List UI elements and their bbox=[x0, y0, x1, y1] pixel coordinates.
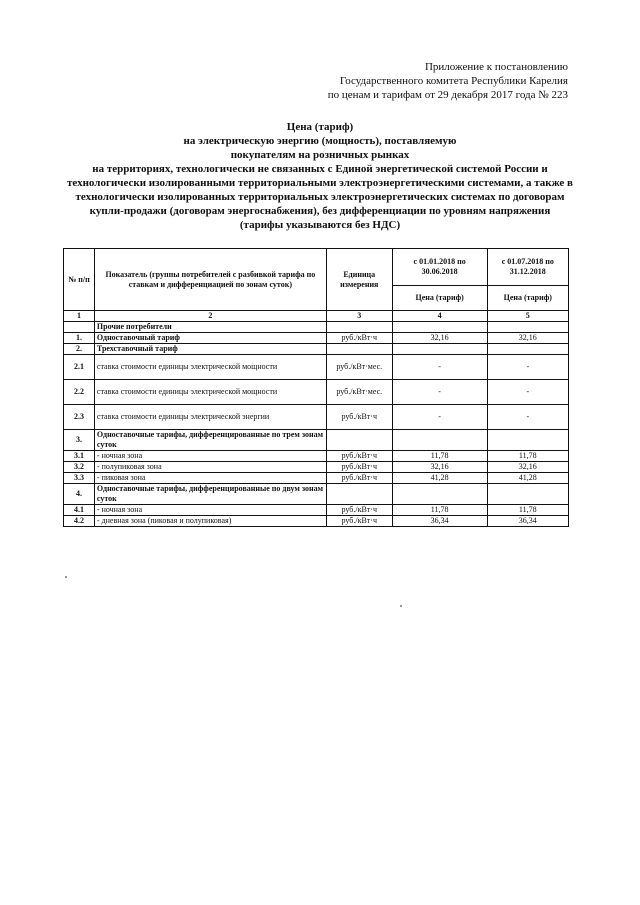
scan-speck bbox=[65, 576, 67, 578]
row-price-period1 bbox=[392, 344, 487, 355]
title-line: на территориях, технологически не связанных с Единой энергетической системой России и bbox=[92, 163, 548, 175]
row-price-period2: - bbox=[487, 380, 568, 405]
table-header-row bbox=[64, 249, 569, 286]
annex-header bbox=[268, 60, 568, 102]
column-number: 1 bbox=[64, 311, 95, 322]
row-price-period2: 11,78 bbox=[487, 451, 568, 462]
row-indicator: - полупиковая зона bbox=[94, 462, 326, 473]
header-unit: Единица измерения bbox=[326, 249, 392, 311]
row-price-period2: - bbox=[487, 355, 568, 380]
row-unit bbox=[326, 344, 392, 355]
table-row bbox=[64, 355, 569, 380]
table-row bbox=[64, 322, 569, 333]
row-number: 2. bbox=[64, 344, 95, 355]
row-price-period2 bbox=[487, 344, 568, 355]
column-number: 5 bbox=[487, 311, 568, 322]
row-number: 3.1 bbox=[64, 451, 95, 462]
title-line: купли-продажи (договорам энергоснабжения), без дифференциации по уровням напряжения bbox=[89, 205, 551, 217]
annex-line: по ценам и тарифам от 29 декабря 2017 года № 223 bbox=[327, 89, 568, 101]
row-unit bbox=[326, 322, 392, 333]
row-number: 3.3 bbox=[64, 473, 95, 484]
row-unit: руб./кВт·мес. bbox=[326, 380, 392, 405]
table-row bbox=[64, 405, 569, 430]
row-number bbox=[64, 322, 95, 333]
row-price-period2: 36,34 bbox=[487, 516, 568, 527]
header-indicator: Показатель (группы потребителей с разбивкой тарифа по ставкам и дифференциацией по зонам суток) bbox=[94, 249, 326, 311]
header-price2: Цена (тариф) bbox=[487, 286, 568, 311]
row-price-period1: 32,16 bbox=[392, 333, 487, 344]
table-row bbox=[64, 484, 569, 505]
column-number: 4 bbox=[392, 311, 487, 322]
row-price-period2: 41,28 bbox=[487, 473, 568, 484]
table-row bbox=[64, 516, 569, 527]
row-number: 4.2 bbox=[64, 516, 95, 527]
row-number: 3. bbox=[64, 430, 95, 451]
row-indicator: - пиковая зона bbox=[94, 473, 326, 484]
title-line: технологически изолированными территориальными электроэнергетическими системами, а также в bbox=[67, 177, 573, 189]
row-indicator: Трехставочный тариф bbox=[94, 344, 326, 355]
row-unit: руб./кВт·мес. bbox=[326, 355, 392, 380]
row-price-period1: 36,34 bbox=[392, 516, 487, 527]
row-number: 3.2 bbox=[64, 462, 95, 473]
row-price-period1: - bbox=[392, 380, 487, 405]
title-line: Цена (тариф) bbox=[286, 121, 354, 133]
row-price-period2: 32,16 bbox=[487, 333, 568, 344]
table-body bbox=[64, 322, 569, 527]
row-unit: руб./кВт·ч bbox=[326, 451, 392, 462]
row-indicator: - ночная зона bbox=[94, 505, 326, 516]
row-price-period1 bbox=[392, 322, 487, 333]
row-indicator: - дневная зона (пиковая и полупиковая) bbox=[94, 516, 326, 527]
title-line: (тарифы указываются без НДС) bbox=[239, 219, 401, 231]
header-price1: Цена (тариф) bbox=[392, 286, 487, 311]
scan-speck bbox=[400, 605, 402, 607]
row-price-period1: - bbox=[392, 355, 487, 380]
row-indicator: Одноставочные тарифы, дифференцированные по двум зонам суток bbox=[94, 484, 326, 505]
annex-line: Приложение к постановлению bbox=[424, 61, 568, 73]
column-number: 2 bbox=[94, 311, 326, 322]
title-line: технологически изолированных территориальных электроэнергетических системах по договорам bbox=[75, 191, 565, 203]
table-row bbox=[64, 333, 569, 344]
row-indicator: ставка стоимости единицы электрической мощности bbox=[94, 355, 326, 380]
row-indicator: ставка стоимости единицы электрической энергии bbox=[94, 405, 326, 430]
row-unit: руб./кВт·ч bbox=[326, 462, 392, 473]
row-price-period1: 11,78 bbox=[392, 451, 487, 462]
row-number: 4.1 bbox=[64, 505, 95, 516]
row-number: 2.3 bbox=[64, 405, 95, 430]
row-indicator: - ночная зона bbox=[94, 451, 326, 462]
row-price-period1: 41,28 bbox=[392, 473, 487, 484]
row-price-period1: - bbox=[392, 405, 487, 430]
header-num: № п/п bbox=[64, 249, 95, 311]
row-unit bbox=[326, 430, 392, 451]
header-period2: с 01.07.2018 по 31.12.2018 bbox=[487, 249, 568, 286]
row-indicator: ставка стоимости единицы электрической мощности bbox=[94, 380, 326, 405]
row-price-period2 bbox=[487, 484, 568, 505]
row-number: 1. bbox=[64, 333, 95, 344]
table-row bbox=[64, 380, 569, 405]
document-title bbox=[40, 120, 600, 232]
row-price-period2: 32,16 bbox=[487, 462, 568, 473]
title-line: покупателям на розничных рынках bbox=[230, 149, 410, 161]
row-unit bbox=[326, 484, 392, 505]
row-unit: руб./кВт·ч bbox=[326, 516, 392, 527]
table-row bbox=[64, 462, 569, 473]
table-row bbox=[64, 473, 569, 484]
row-unit: руб./кВт·ч bbox=[326, 405, 392, 430]
row-price-period2 bbox=[487, 430, 568, 451]
row-price-period1: 32,16 bbox=[392, 462, 487, 473]
annex-line: Государственного комитета Республики Карелия bbox=[339, 75, 568, 87]
row-price-period1: 11,78 bbox=[392, 505, 487, 516]
table-row bbox=[64, 344, 569, 355]
row-price-period2: - bbox=[487, 405, 568, 430]
column-number-row bbox=[64, 311, 569, 322]
table-row bbox=[64, 430, 569, 451]
row-price-period2: 11,78 bbox=[487, 505, 568, 516]
row-unit: руб./кВт·ч bbox=[326, 505, 392, 516]
row-indicator: Одноставочные тарифы, дифференцированные по трем зонам суток bbox=[94, 430, 326, 451]
row-indicator: Прочие потребители bbox=[94, 322, 326, 333]
row-number: 4. bbox=[64, 484, 95, 505]
row-number: 2.1 bbox=[64, 355, 95, 380]
header-period1: с 01.01.2018 по 30.06.2018 bbox=[392, 249, 487, 286]
column-number: 3 bbox=[326, 311, 392, 322]
row-unit: руб./кВт·ч bbox=[326, 333, 392, 344]
table-row bbox=[64, 451, 569, 462]
row-number: 2.2 bbox=[64, 380, 95, 405]
table-row bbox=[64, 505, 569, 516]
row-price-period1 bbox=[392, 484, 487, 505]
row-unit: руб./кВт·ч bbox=[326, 473, 392, 484]
tariff-table bbox=[63, 248, 569, 527]
row-price-period1 bbox=[392, 430, 487, 451]
row-indicator: Одноставочный тариф bbox=[94, 333, 326, 344]
title-line: на электрическую энергию (мощность), поставляемую bbox=[183, 135, 457, 147]
row-price-period2 bbox=[487, 322, 568, 333]
